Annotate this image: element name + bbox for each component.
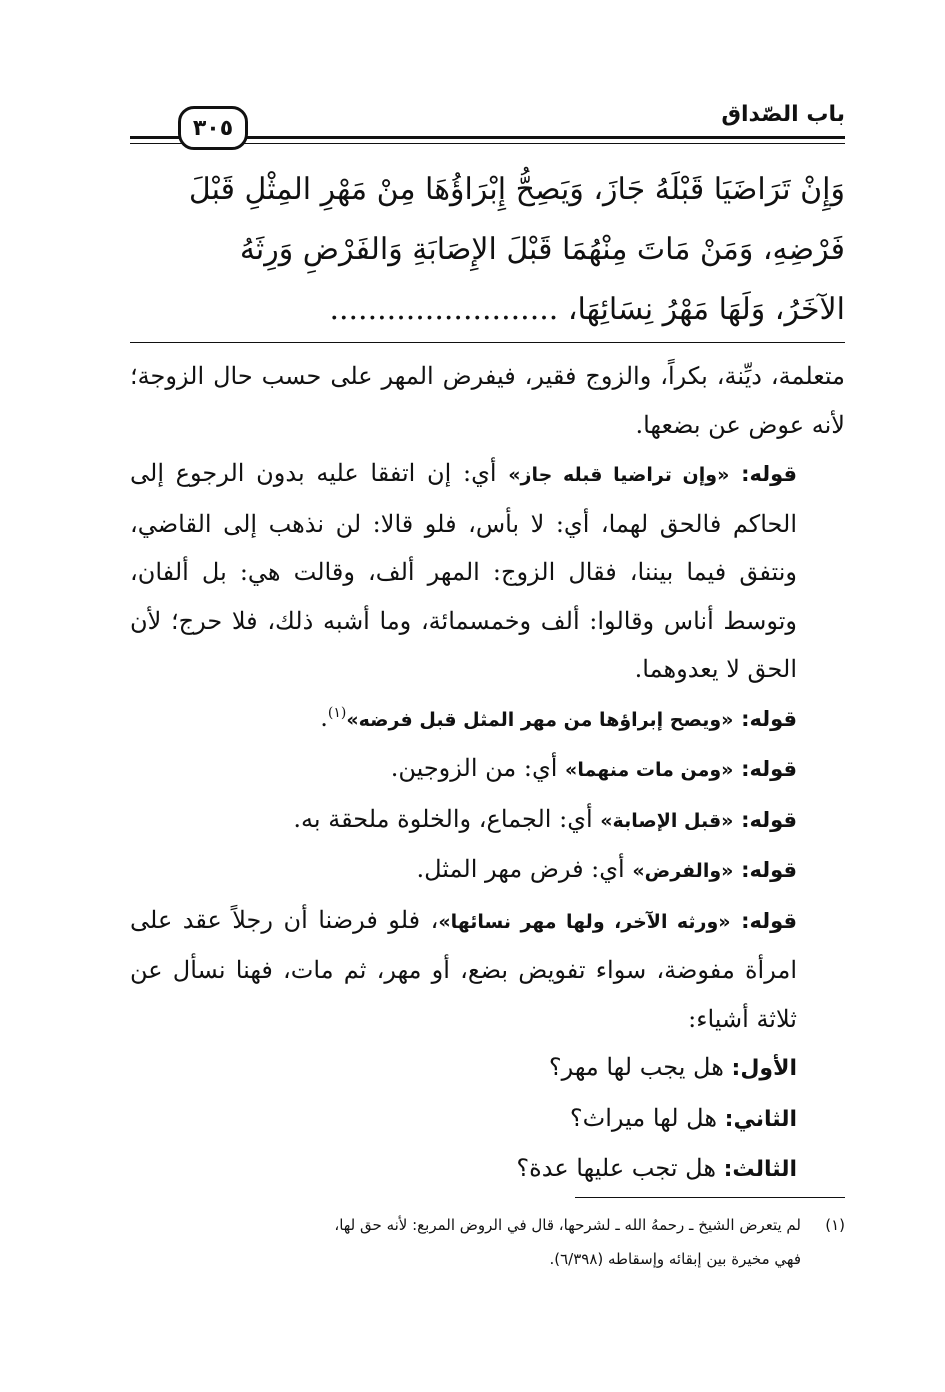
commentary-paragraph xyxy=(130,449,845,694)
paragraph-text: أي: إن اتفقا عليه بدون الرجوع إلى الحاكم فالحق لهما، أي: لا بأس، فلو قالا: لن نذهب إلى القاضي، ونتفق فيما بيننا، فقال الزوج: المهر ألف، وقالت هي: بل ألفان، وتوسط أناس وقالوا: ألف وخمسمائة، وما أشبه ذلك، فلا حرج؛ لأن الحق لا يعدوهما. xyxy=(130,459,798,683)
commentary xyxy=(130,352,845,1195)
commentary-paragraph xyxy=(130,795,845,846)
commentary-paragraph: متعلمة، ديِّنة، بكراً، والزوج فقير، فيفرض المهر على حسب حال الزوجة؛ لأنه عوض عن بضعها. xyxy=(130,362,845,439)
paragraph-text: أي: فرض مهر المثل. xyxy=(416,855,633,883)
matn-text xyxy=(130,160,845,340)
list-item-text: هل تجب عليها عدة؟ xyxy=(516,1154,724,1182)
matn-line: فَرْضِهِ، وَمَنْ مَاتَ مِنْهُمَا قَبْلَ الإِصَابَةِ وَالفَرْضِ وَرِثَهُ xyxy=(239,232,845,267)
paragraph-text: أي: الجماع، والخلوة ملحقة به. xyxy=(293,804,601,833)
list-item-text: هل يجب لها مهر؟ xyxy=(548,1053,732,1081)
quoted-matn: «ومن مات منهما» xyxy=(565,759,734,781)
list-item xyxy=(130,1144,845,1195)
footnote-text: لم يتعرض الشيخ ـ رحمهُ الله ـ لشرحها، قال في الروض المربع: لأنه حق لها، xyxy=(334,1216,801,1234)
list-item-label: الأول: xyxy=(731,1056,797,1081)
paragraph-text: . xyxy=(320,703,328,732)
commentary-paragraph xyxy=(130,744,845,795)
commentary-paragraph xyxy=(130,845,845,896)
matn-line: وَإِنْ تَرَاضَيَا قَبْلَهُ جَازَ، وَيَصِحُّ إِبْرَاؤُهَا مِنْ مَهْرِ المِثْلِ قَبْلَ xyxy=(188,172,845,207)
qawl-label: قوله: xyxy=(741,757,797,781)
list-item xyxy=(130,1094,845,1145)
commentary-paragraph xyxy=(130,896,845,1044)
list-item-label: الثاني: xyxy=(724,1106,797,1132)
qawl-label: قوله: xyxy=(741,807,797,832)
matn-continuation-dots: ........................ xyxy=(329,292,559,327)
footnote-separator xyxy=(575,1197,845,1198)
quoted-matn: «ورثه الآخر، ولها مهر نسائها» xyxy=(438,910,731,933)
list-item-label: الثالث: xyxy=(723,1157,797,1182)
matn-separator xyxy=(130,342,845,343)
paragraph-text: أي: من الزوجين. xyxy=(390,754,566,782)
list-item-text: هل لها ميراث؟ xyxy=(569,1103,725,1132)
qawl-label: قوله: xyxy=(741,706,797,731)
footnote xyxy=(100,1208,845,1276)
quoted-matn: «قبل الإصابة» xyxy=(600,809,734,832)
page-number: ٣٠٥ xyxy=(178,106,248,150)
matn-line-text: الآخَرُ، وَلَهَا مَهْرُ نِسَائِهَا، xyxy=(567,292,845,327)
quoted-matn: «ويصح إبراؤها من مهر المثل قبل فرضه» xyxy=(346,708,734,731)
qawl-label: قوله: xyxy=(741,462,797,486)
list-item xyxy=(130,1043,845,1094)
footnote-reference[interactable]: (١) xyxy=(327,704,347,721)
qawl-label: قوله: xyxy=(741,858,797,882)
matn-line xyxy=(130,280,845,340)
footnote-text: فهي مخيرة بين إبقائه وإسقاطه (٦/٣٩٨). xyxy=(549,1250,801,1268)
chapter-title: باب الصّداق xyxy=(721,102,845,127)
quoted-matn: «والفرض» xyxy=(632,860,734,882)
commentary-paragraph xyxy=(130,694,845,745)
paragraph-text: ، فلو فرضنا أن رجلاً عقد على امرأة مفوضة، سواء تفويض بضع، أو مهر، ثم مات، فهنا نسأل عن ثلاثة أشياء: xyxy=(130,905,797,1033)
footnote-number: (١) xyxy=(825,1216,845,1234)
qawl-label: قوله: xyxy=(741,908,797,933)
quoted-matn: «وإن تراضيا قبله جاز» xyxy=(508,464,730,486)
page-header xyxy=(130,96,845,152)
